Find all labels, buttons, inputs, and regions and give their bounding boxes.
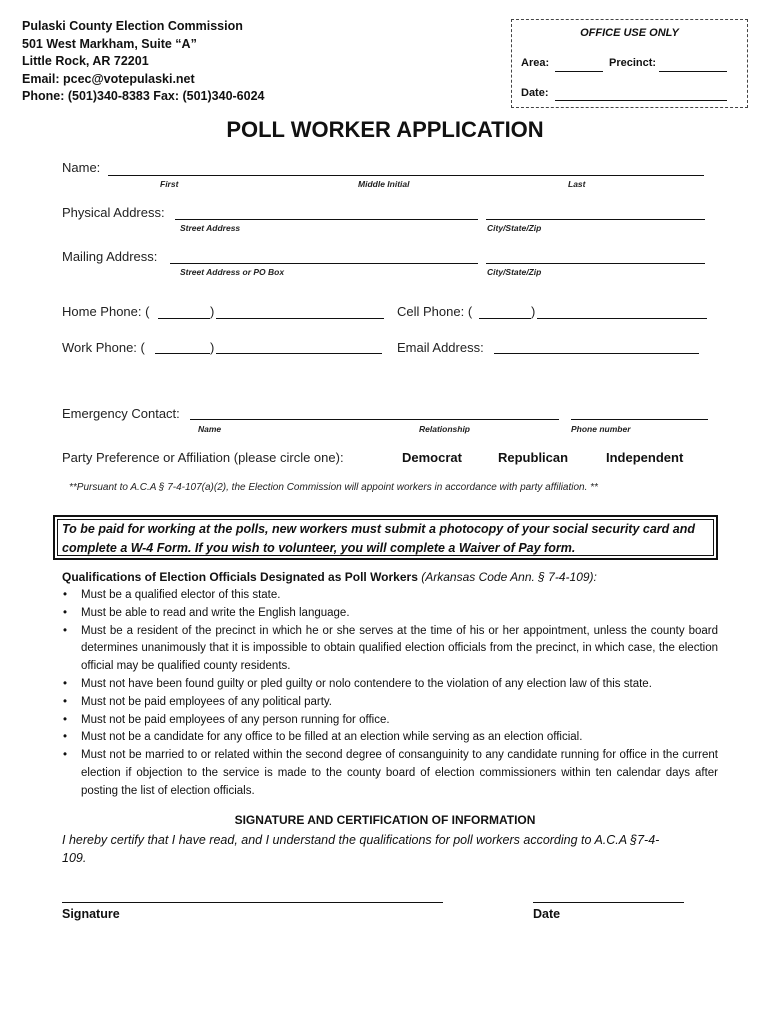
- office-use-title: OFFICE USE ONLY: [580, 27, 679, 39]
- physical-city-field[interactable]: [486, 219, 705, 220]
- org-phone: Phone: (501)340-8383 Fax: (501)340-6024: [22, 89, 265, 103]
- cell-phone-field[interactable]: [537, 318, 707, 319]
- email-field[interactable]: [494, 353, 699, 354]
- party-option-democrat[interactable]: Democrat: [402, 450, 462, 465]
- qualifications-heading: Qualifications of Election Officials Designated as Poll Workers: [62, 570, 418, 584]
- office-precinct-field[interactable]: [659, 71, 727, 72]
- office-area-label: Area:: [521, 57, 550, 69]
- home-phone-field[interactable]: [216, 318, 384, 319]
- date-label: Date: [533, 907, 561, 921]
- qualifications-heading-line: [62, 570, 597, 584]
- mailing-street-caption: Street Address or PO Box: [180, 267, 285, 277]
- qualifications-list: [62, 587, 718, 801]
- bullet-icon: •: [63, 589, 68, 601]
- work-phone-label: Work Phone: (: [62, 340, 145, 355]
- email-label: Email Address:: [397, 340, 484, 355]
- bullet-icon: •: [63, 624, 68, 637]
- list-item: • Must not be married to or related within the second degree of consanguinity to any candidate running for office in the current election if objection to the service is made to the county board of election commissioners within ten calendar days after posting the list of election officials.: [63, 749, 718, 797]
- work-phone-paren: ): [210, 340, 215, 355]
- home-phone-label: Home Phone: (: [62, 304, 150, 319]
- office-date-field[interactable]: [555, 100, 727, 101]
- page-title: POLL WORKER APPLICATION: [226, 117, 544, 142]
- list-item: • Must not be paid employees of any person running for office.: [62, 712, 718, 730]
- home-phone-paren: ): [210, 304, 215, 319]
- emergency-phone-field[interactable]: [571, 419, 708, 420]
- org-address-line1: 501 West Markham, Suite “A”: [22, 36, 197, 51]
- org-name: Pulaski County Election Commission: [22, 19, 243, 33]
- list-item: • Must be a qualified elector of this state.: [62, 587, 718, 605]
- mailing-address-label: Mailing Address:: [62, 249, 158, 264]
- pay-notice-box: [53, 515, 718, 560]
- org-email: Email: pcec@votepulaski.net: [22, 71, 195, 86]
- party-option-independent[interactable]: Independent: [606, 450, 684, 465]
- work-phone-area-field[interactable]: [155, 353, 210, 354]
- date-field[interactable]: [533, 902, 684, 903]
- party-label: Party Preference or Affiliation (please circle one):: [62, 450, 344, 465]
- emergency-phone-caption: Phone number: [571, 424, 631, 434]
- party-option-republican[interactable]: Republican: [498, 450, 569, 465]
- signature-field[interactable]: [62, 902, 443, 903]
- emergency-name-caption: Name: [198, 424, 222, 434]
- bullet-icon: •: [63, 695, 68, 708]
- certification-text: I hereby certify that I have read, and I understand the qualifications for poll workers according to A.C.A §7-4-109.: [62, 833, 660, 865]
- name-last-caption: Last: [568, 179, 586, 189]
- bullet-icon: •: [63, 606, 68, 619]
- name-middle-caption: Middle Initial: [358, 179, 410, 189]
- physical-address-label: Physical Address:: [62, 205, 165, 220]
- physical-street-field[interactable]: [175, 219, 478, 220]
- bullet-icon: •: [63, 749, 68, 762]
- header-block: [22, 18, 265, 106]
- list-item: • Must not be a candidate for any office to be filled at an election while serving as an election official.: [62, 729, 718, 747]
- name-first-caption: First: [160, 179, 179, 189]
- list-item: • Must not be paid employees of any political party.: [62, 694, 718, 712]
- cell-phone-label: Cell Phone: (: [397, 304, 473, 319]
- qualifications-citation: (Arkansas Code Ann. § 7-4-109):: [421, 570, 597, 584]
- emergency-contact-label: Emergency Contact:: [62, 406, 180, 421]
- emergency-relationship-caption: Relationship: [419, 424, 471, 434]
- cell-phone-paren: ): [531, 304, 536, 319]
- name-field[interactable]: [108, 175, 704, 176]
- emergency-name-field[interactable]: [190, 419, 559, 420]
- office-date-label: Date:: [521, 87, 549, 99]
- mailing-city-caption: City/State/Zip: [487, 267, 542, 277]
- signature-section-title: SIGNATURE AND CERTIFICATION OF INFORMATION: [234, 813, 536, 827]
- physical-street-caption: Street Address: [180, 223, 241, 233]
- office-precinct-label: Precinct:: [609, 57, 657, 69]
- party-note: **Pursuant to A.C.A § 7-4-107(a)(2), the Election Commission will appoint workers in accordance with party affiliation. **: [69, 482, 598, 493]
- signature-label: Signature: [62, 907, 120, 921]
- org-address-line2: Little Rock, AR 72201: [22, 54, 149, 68]
- list-item: • Must not have been found guilty or pled guilty or nolo contendere to the violation of any election law of this state.: [62, 676, 718, 694]
- list-item: • Must be a resident of the precinct in which he or she serves at the time of his or her appointment, unless the county board determines unanimously that it is impossible to obtain qualified election officials from the precinct, in which case, the election official may be qualified county residents.: [63, 624, 718, 673]
- bullet-icon: •: [63, 713, 68, 726]
- work-phone-field[interactable]: [216, 353, 382, 354]
- office-use-box: [511, 19, 748, 108]
- name-label: Name:: [62, 160, 101, 175]
- bullet-icon: •: [63, 731, 68, 744]
- cell-phone-area-field[interactable]: [479, 318, 531, 319]
- list-item: • Must be able to read and write the English language.: [62, 605, 718, 623]
- home-phone-area-field[interactable]: [158, 318, 210, 319]
- office-area-field[interactable]: [555, 71, 603, 72]
- physical-city-caption: City/State/Zip: [487, 223, 542, 233]
- bullet-icon: •: [63, 677, 68, 690]
- mailing-city-field[interactable]: [486, 263, 705, 264]
- mailing-street-field[interactable]: [170, 263, 478, 264]
- pay-notice-text: To be paid for working at the polls, new workers must submit a photocopy of your social security card and complete a W-4 Form. If you wish to volunteer, you will complete a Waiver of Pay form.: [62, 522, 695, 555]
